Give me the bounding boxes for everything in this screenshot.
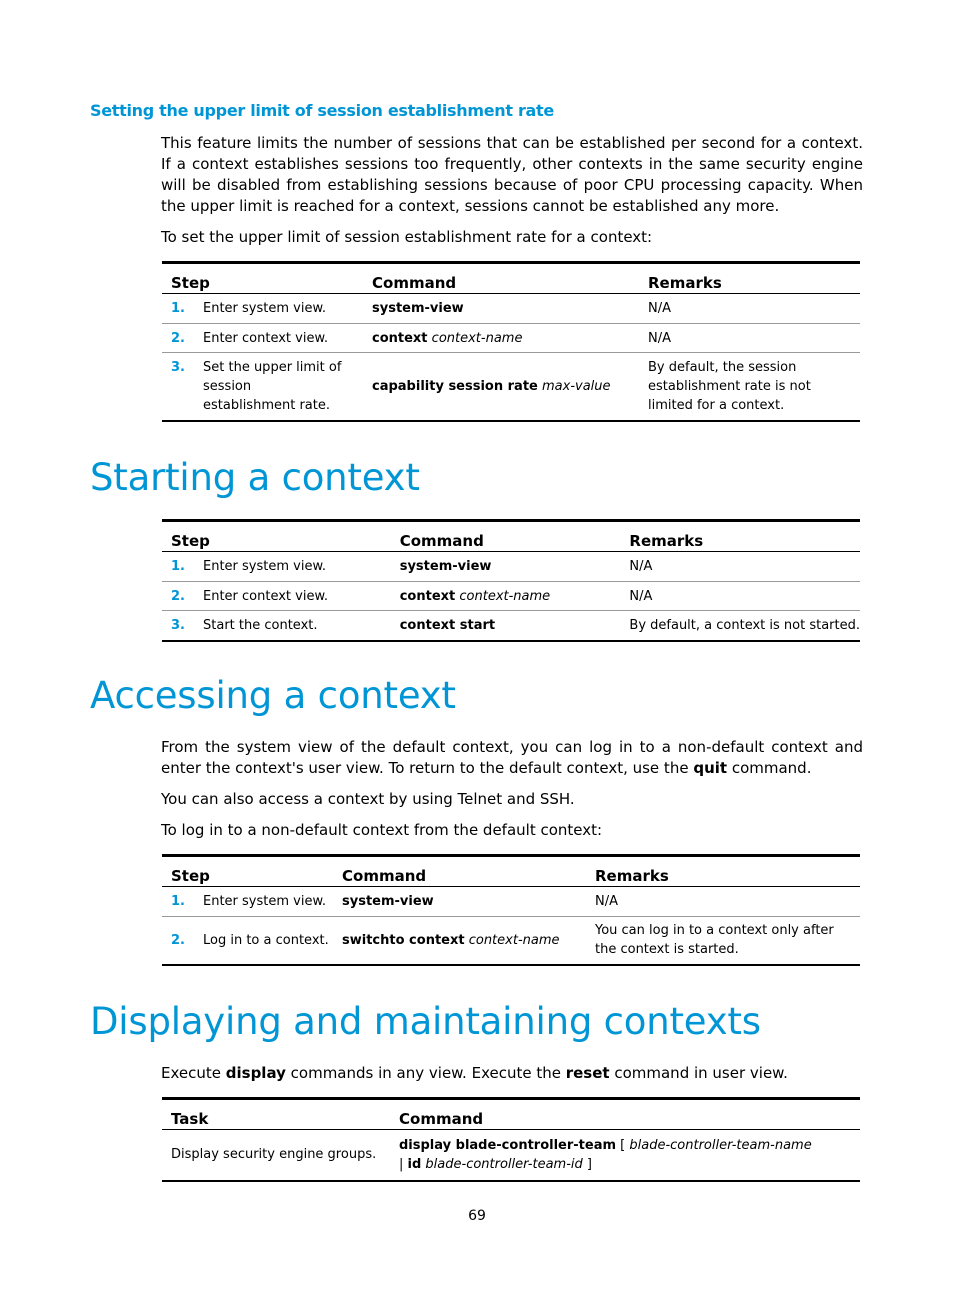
display-reset-description	[161, 1063, 863, 1084]
step-text: Enter system view.	[203, 894, 327, 909]
table-row	[162, 353, 860, 421]
section-heading-session-rate: Setting the upper limit of session establishment rate	[90, 101, 554, 120]
step-text: Start the context.	[203, 617, 318, 633]
table-row	[162, 552, 860, 582]
remarks-cell: N/A	[620, 552, 860, 582]
column-header-step: Step	[162, 856, 333, 887]
table-header-row	[162, 856, 860, 887]
step-number: 2.	[171, 330, 185, 346]
description-text: Execute	[161, 1064, 226, 1082]
table-row	[162, 887, 860, 917]
column-header-step: Step	[162, 263, 363, 294]
step-number: 3.	[171, 359, 185, 375]
quit-keyword: quit	[693, 759, 728, 777]
column-header-command: Command	[363, 263, 639, 294]
command-keyword: context	[399, 588, 456, 604]
command-keyword: id	[407, 1156, 422, 1172]
command-keyword: system-view	[399, 559, 492, 574]
column-header-command: Command	[391, 521, 621, 552]
page-title-displaying-contexts: Displaying and maintaining contexts	[90, 1000, 761, 1043]
page-title-accessing-context: Accessing a context	[90, 674, 456, 717]
session-rate-description: This feature limits the number of sessions that can be established per second for a context. If a context establishes sessions too frequently, other contexts in the same security engine will be disabled from establishing sessions because of poor CPU processing capacity. When the upper limit is reached for a context, sessions cannot be established any more.	[161, 134, 863, 215]
remarks-cell: By default, a context is not started.	[620, 611, 860, 641]
column-header-remarks: Remarks	[639, 263, 860, 294]
column-header-command: Command	[390, 1099, 860, 1130]
step-number: 1.	[171, 559, 185, 574]
column-header-command: Command	[333, 856, 586, 887]
command-argument: context-name	[468, 932, 560, 948]
step-number: 3.	[171, 617, 185, 633]
step-text: Enter system view.	[203, 559, 327, 574]
remarks-cell: N/A	[639, 324, 860, 353]
step-text: Set the upper limit of session establishment rate.	[203, 359, 342, 413]
step-number: 2.	[171, 932, 185, 948]
table-row	[162, 1130, 860, 1181]
command-keyword: capability session rate	[372, 378, 538, 394]
display-keyword: display	[225, 1064, 286, 1082]
session-rate-table	[162, 261, 860, 422]
step-text: Log in to a context.	[203, 932, 329, 948]
page-number: 69	[468, 1208, 486, 1224]
description-text: command in user view.	[609, 1064, 788, 1082]
command-keyword: display blade-controller-team	[399, 1137, 617, 1153]
accessing-context-table	[162, 854, 860, 966]
accessing-context-intro: To log in to a non-default context from the default context:	[161, 821, 603, 839]
step-number: 1.	[171, 301, 185, 316]
remarks-cell: By default, the session establishment rate is not limited for a context.	[648, 359, 811, 413]
command-keyword: switchto context	[342, 932, 465, 948]
command-keyword: system-view	[342, 894, 434, 909]
command-cell	[399, 1136, 819, 1174]
display-commands-table	[162, 1097, 860, 1182]
page-title-starting-context: Starting a context	[90, 456, 420, 499]
step-text: Enter context view.	[203, 588, 329, 604]
command-argument: blade-controller-team-name	[629, 1137, 812, 1153]
remarks-cell: N/A	[620, 582, 860, 611]
table-row	[162, 582, 860, 611]
remarks-cell: N/A	[639, 294, 860, 324]
command-argument: context-name	[431, 330, 523, 346]
accessing-context-description	[161, 737, 863, 779]
reset-keyword: reset	[565, 1064, 610, 1082]
column-header-remarks: Remarks	[620, 521, 860, 552]
table-header-row	[162, 521, 860, 552]
task-cell: Display security engine groups.	[162, 1130, 390, 1181]
table-row	[162, 611, 860, 641]
table-header-row	[162, 263, 860, 294]
command-argument: context-name	[459, 588, 551, 604]
description-text: From the system view of the default context, you can log in to a non-default context and enter the context's user view. To return to the default context, use the	[161, 738, 863, 777]
remarks-cell: You can log in to a context only after the context is started.	[595, 923, 834, 958]
command-syntax: [	[616, 1137, 630, 1153]
table-row	[162, 294, 860, 324]
table-row	[162, 324, 860, 353]
command-keyword: context	[372, 330, 428, 346]
description-text: command.	[727, 759, 812, 777]
command-syntax: ]	[582, 1156, 592, 1172]
column-header-step: Step	[162, 521, 391, 552]
telnet-ssh-note: You can also access a context by using Telnet and SSH.	[161, 790, 575, 808]
starting-context-table	[162, 519, 860, 642]
session-rate-intro: To set the upper limit of session establishment rate for a context:	[161, 228, 653, 246]
column-header-task: Task	[162, 1099, 390, 1130]
step-number: 2.	[171, 588, 185, 604]
table-header-row	[162, 1099, 860, 1130]
table-row	[162, 917, 860, 965]
remarks-cell: N/A	[586, 887, 860, 917]
command-keyword: context start	[399, 617, 496, 633]
description-text: commands in any view. Execute the	[285, 1064, 566, 1082]
command-argument: max-value	[542, 378, 611, 394]
column-header-remarks: Remarks	[586, 856, 860, 887]
command-argument: blade-controller-team-id	[425, 1156, 583, 1172]
step-text: Enter system view.	[203, 301, 327, 316]
command-syntax: |	[399, 1156, 408, 1172]
command-keyword: system-view	[372, 301, 464, 316]
step-text: Enter context view.	[203, 330, 329, 346]
step-number: 1.	[171, 894, 185, 909]
